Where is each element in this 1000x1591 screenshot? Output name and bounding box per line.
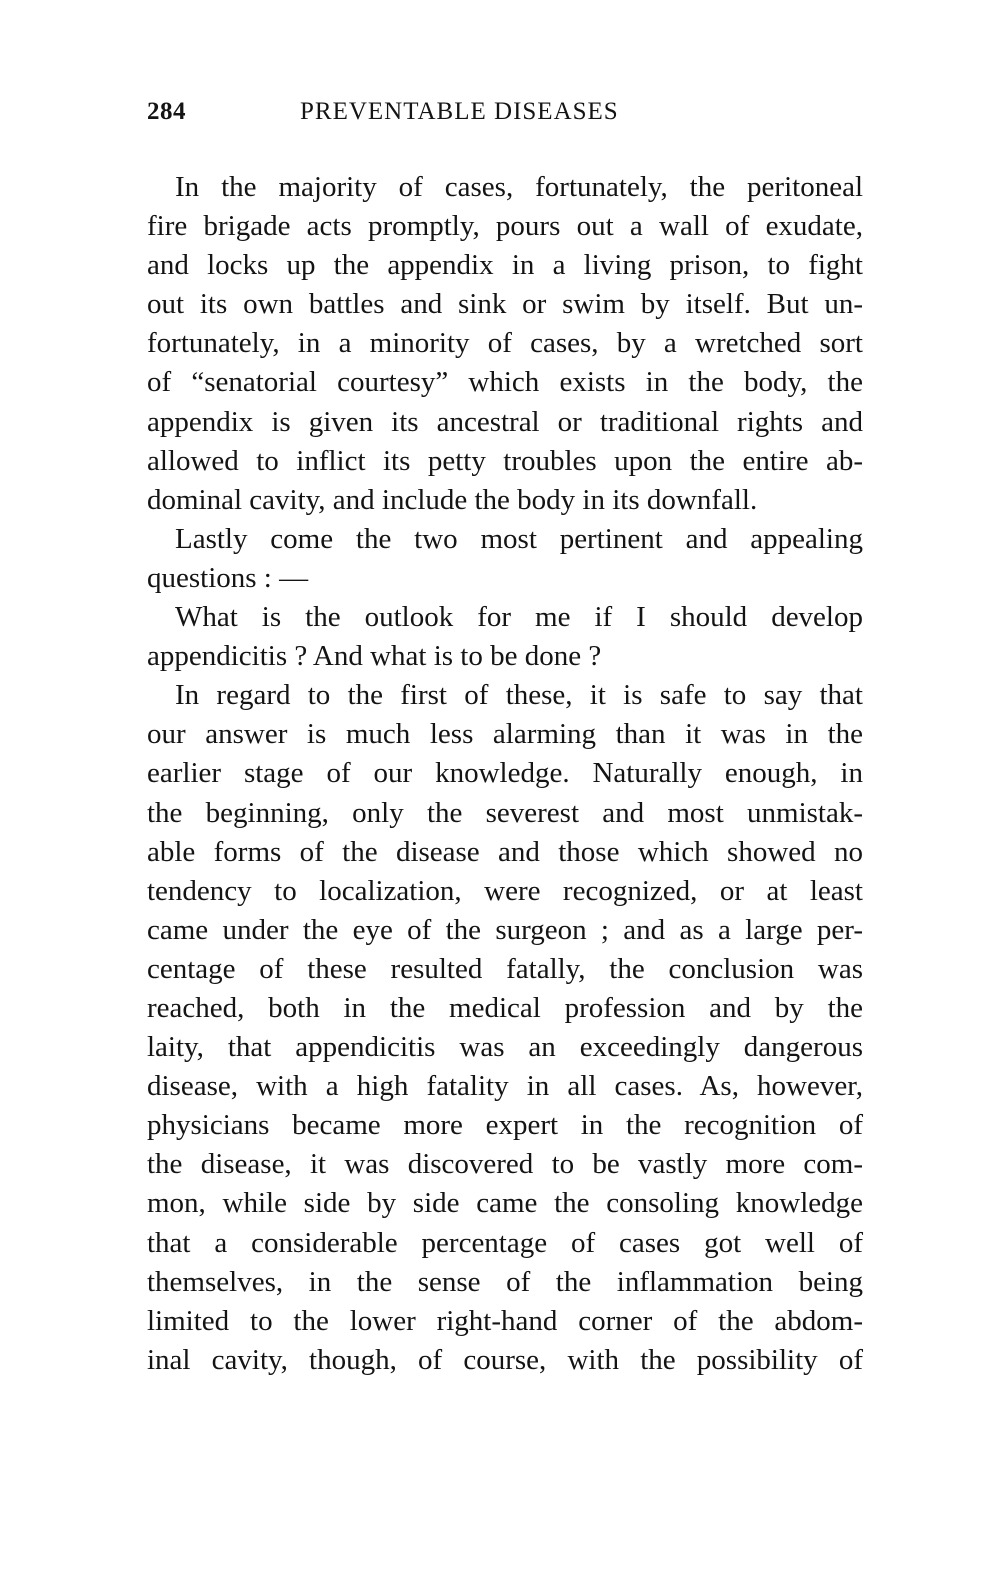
text-line: dominal cavity, and include the body in its downfall. bbox=[147, 483, 758, 516]
page-number: 284 bbox=[147, 98, 186, 125]
text-line: allowed to inflict its petty troubles upon the entire ab- bbox=[147, 444, 863, 477]
text-line: fortunately, in a minority of cases, by a wretched sort bbox=[147, 327, 863, 360]
text-line: questions : — bbox=[147, 561, 309, 594]
text-line: came under the eye of the surgeon ; and as a large per- bbox=[147, 913, 863, 946]
text-line: that a considerable percentage of cases got well of bbox=[147, 1226, 863, 1259]
text-line: reached, both in the medical profession and by the bbox=[147, 991, 863, 1024]
text-line: the disease, it was discovered to be vastly more com- bbox=[147, 1148, 863, 1181]
text-line: limited to the lower right-hand corner of the abdom- bbox=[147, 1304, 863, 1337]
text-line: In regard to the first of these, it is safe to say that bbox=[175, 679, 863, 712]
text-line: earlier stage of our knowledge. Naturally enough, in bbox=[147, 757, 863, 790]
text-line: disease, with a high fatality in all cases. As, however, bbox=[147, 1070, 863, 1103]
text-line: of “senatorial courtesy” which exists in the body, the bbox=[147, 366, 863, 399]
text-line: out its own battles and sink or swim by itself. But un- bbox=[147, 288, 863, 321]
text-line: the beginning, only the severest and most unmistak- bbox=[147, 796, 863, 829]
running-title: PREVENTABLE DISEASES bbox=[300, 98, 619, 125]
text-line: our answer is much less alarming than it was in the bbox=[147, 718, 863, 751]
text-line: able forms of the disease and those which showed no bbox=[147, 835, 863, 868]
text-line: In the majority of cases, fortunately, the peritoneal bbox=[175, 171, 863, 203]
text-line: physicians became more expert in the recognition of bbox=[147, 1109, 863, 1142]
text-line: appendicitis ? And what is to be done ? bbox=[147, 640, 602, 673]
text-line: fire brigade acts promptly, pours out a wall of exudate, bbox=[147, 210, 863, 243]
text-line: inal cavity, though, of course, with the possibility of bbox=[147, 1343, 863, 1376]
text-line: and locks up the appendix in a living prison, to fight bbox=[147, 249, 863, 282]
text-line: Lastly come the two most pertinent and appealing bbox=[175, 522, 863, 555]
text-line: What is the outlook for me if I should develop bbox=[175, 601, 863, 634]
text-line: tendency to localization, were recognized, or at least bbox=[147, 874, 863, 907]
text-line: laity, that appendicitis was an exceedingly dangerous bbox=[147, 1031, 863, 1064]
text-line: centage of these resulted fatally, the conclusion was bbox=[147, 952, 863, 985]
running-head bbox=[147, 98, 863, 134]
body-text bbox=[147, 168, 863, 1380]
text-line: mon, while side by side came the consoling knowledge bbox=[147, 1187, 863, 1220]
text-line: themselves, in the sense of the inflammation being bbox=[147, 1265, 863, 1298]
text-line: appendix is given its ancestral or traditional rights and bbox=[147, 405, 863, 438]
